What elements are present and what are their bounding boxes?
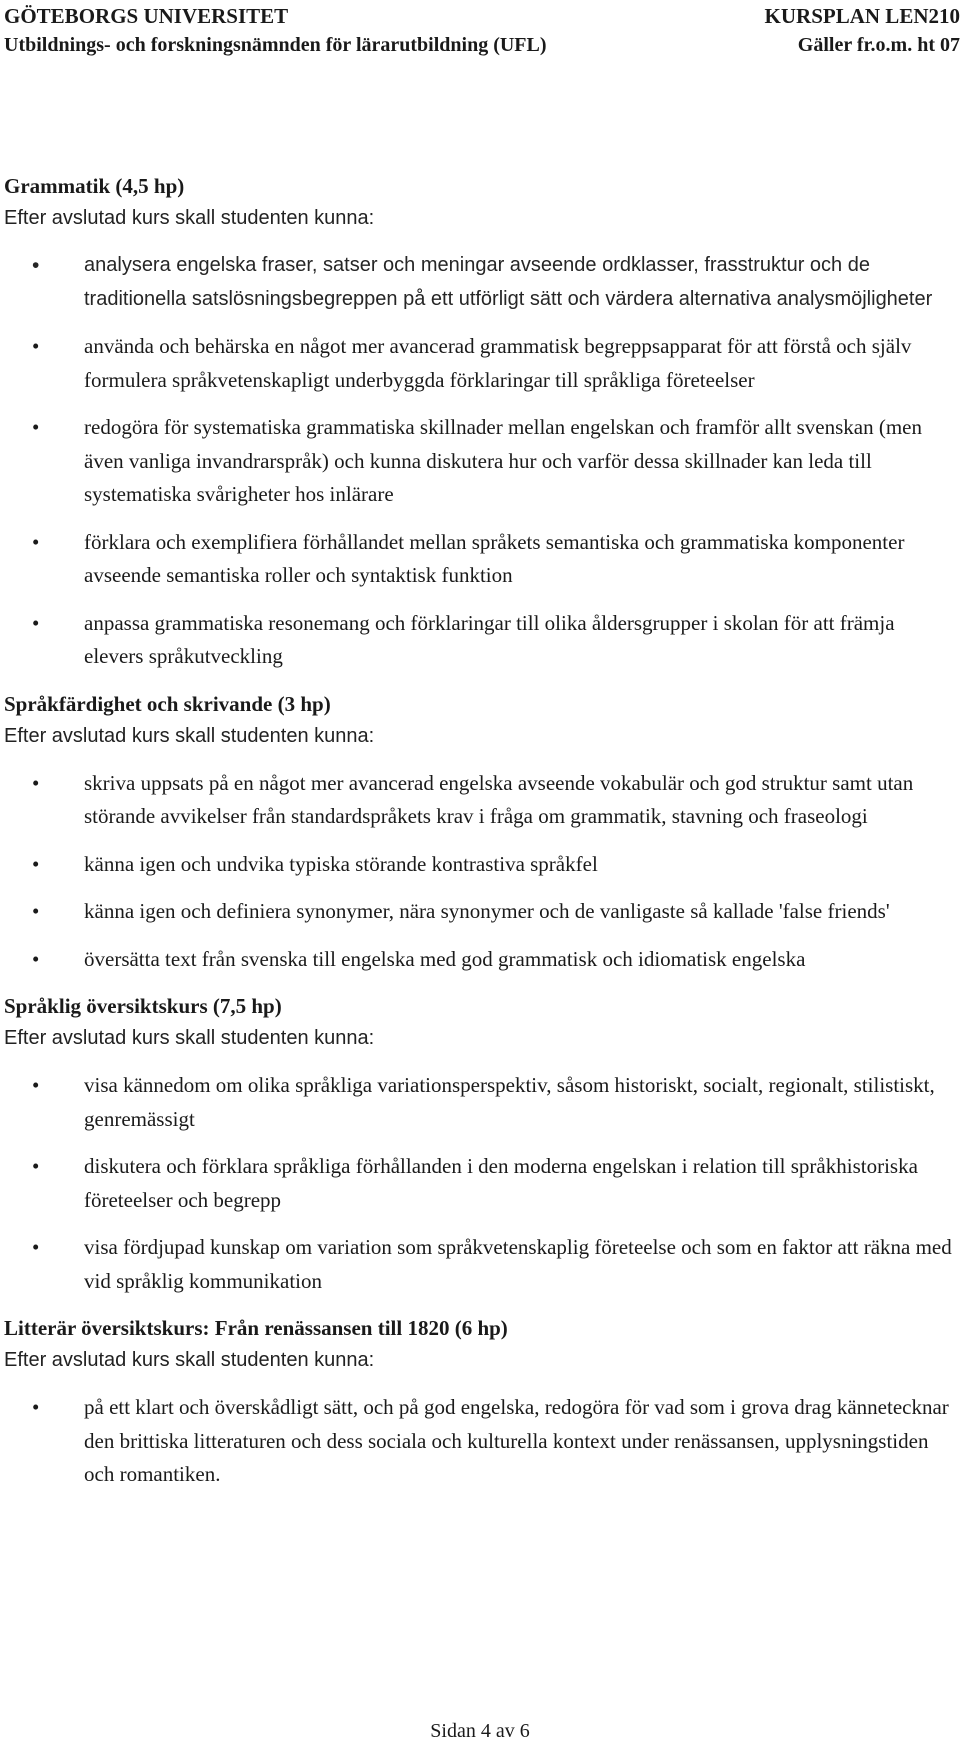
header-row-1 [4, 4, 960, 30]
outcome-list [4, 1069, 954, 1298]
outcome-list [4, 249, 954, 674]
list-item-text: visa kännedom om olika språkliga variationsperspektiv, såsom historiskt, socialt, regionalt, stilistiskt, genremässigt [84, 1073, 935, 1131]
list-item-text: använda och behärska en något mer avancerad grammatisk begreppsapparat för att förstå och själv formulera språkvetenskapligt underbyggda förklaringar till språkliga företeelser [84, 334, 912, 392]
list-item [4, 607, 954, 674]
list-item-text: anpassa grammatiska resonemang och förklaringar till olika åldersgrupper i skolan för att främja elevers språkutveckling [84, 610, 895, 668]
bullet-icon: • [32, 610, 40, 635]
list-item [4, 526, 954, 593]
list-item [4, 1231, 954, 1298]
section-title: Litterär översiktskurs: Från renässansen till 1820 (6 hp) [4, 1316, 508, 1340]
section-intro: Efter avslutad kurs skall studenten kunna: [4, 724, 375, 747]
list-item-text: känna igen och definiera synonymer, nära synonymer och de vanligaste så kallade 'false friends' [84, 899, 890, 923]
list-item-text: förklara och exemplifiera förhållandet mellan språkets semantiska och grammatiska komponenter avseende semantiska roller och syntaktisk funktion [84, 529, 905, 587]
bullet-icon: • [32, 770, 40, 795]
bullet-icon: • [32, 946, 40, 971]
list-item-text: känna igen och undvika typiska störande kontrastiva språkfel [84, 851, 598, 876]
bullet-icon: • [32, 529, 40, 554]
list-item-text: diskutera och förklara språkliga förhållanden i den moderna engelskan i relation till språkhistoriska företeelser och begrepp [84, 1154, 918, 1212]
university-name: GÖTEBORGS UNIVERSITET [4, 4, 289, 28]
list-item [4, 943, 954, 977]
section-intro: Efter avslutad kurs skall studenten kunna: [4, 1349, 375, 1371]
list-item [4, 1069, 954, 1136]
section-sprakligoversikt [4, 990, 954, 1298]
section-title: Språkfärdighet och skrivande (3 hp) [4, 691, 331, 716]
list-item [4, 249, 954, 316]
valid-from: Gäller fr.o.m. ht 07 [797, 34, 960, 56]
section-title: Språklig översiktskurs (7,5 hp) [4, 994, 282, 1018]
bullet-icon: • [32, 1395, 40, 1419]
list-item-text: på ett klart och överskådligt sätt, och på god engelska, redogöra för vad som i grova drag kännetecknar den brittiska litteraturen och dess sociala och kulturella kontext under renässansen, upplysningstiden och romantiken. [84, 1395, 949, 1486]
course-code: KURSPLAN LEN210 [764, 4, 960, 28]
board-name: Utbildnings- och forskningsnämnden för lärarutbildning (UFL) [4, 34, 547, 56]
section-title: Grammatik (4,5 hp) [4, 174, 185, 198]
bullet-icon: • [32, 899, 40, 923]
bullet-icon: • [32, 334, 40, 358]
list-item [4, 1391, 954, 1492]
list-item [4, 411, 954, 512]
list-item [4, 895, 954, 929]
bullet-icon: • [32, 1073, 40, 1097]
list-item-text: visa fördjupad kunskap om variation som språkvetenskaplig företeelse och som en faktor att räkna med vid språklig kommunikation [84, 1235, 952, 1293]
list-item-text: skriva uppsats på en något mer avancerad engelska avseende vokabulär och god struktur samt utan störande avvikelser från standardspråkets krav i fråga om grammatik, stavning och fraseologi [84, 770, 914, 828]
bullet-icon: • [32, 1235, 40, 1259]
list-item-text: redogöra för systematiska grammatiska skillnader mellan engelskan och framför allt svenskan (men även vanliga invandrarspråk) och kunna diskutera hur och varför dessa skillnader kan leda till systematiska svårigheter hos inlärare [84, 415, 922, 506]
list-item-text: översätta text från svenska till engelska med god grammatisk och idiomatisk engelska [84, 946, 806, 971]
list-item [4, 1150, 954, 1217]
page-number: Sidan 4 av 6 [430, 1720, 530, 1742]
section-grammatik [4, 170, 954, 674]
outcome-list [4, 1391, 954, 1492]
section-intro: Efter avslutad kurs skall studenten kunna: [4, 207, 375, 229]
section-litteraroversikt [4, 1312, 954, 1492]
main-content [4, 170, 954, 1506]
list-item [4, 848, 954, 882]
bullet-icon: • [32, 415, 40, 439]
bullet-icon: • [32, 254, 40, 277]
bullet-icon: • [32, 1154, 40, 1178]
list-item-text: analysera engelska fraser, satser och meningar avseende ordklasser, frasstruktur och de traditionella satslösningsbegreppen på ett utförligt sätt och värdera alternativa analysmöjligheter [84, 254, 933, 310]
bullet-icon: • [32, 851, 40, 876]
section-sprakfardighet [4, 688, 954, 977]
header-row-2 [4, 34, 960, 60]
list-item [4, 330, 954, 397]
list-item [4, 767, 954, 834]
outcome-list [4, 767, 954, 977]
section-intro: Efter avslutad kurs skall studenten kunna: [4, 1027, 375, 1049]
